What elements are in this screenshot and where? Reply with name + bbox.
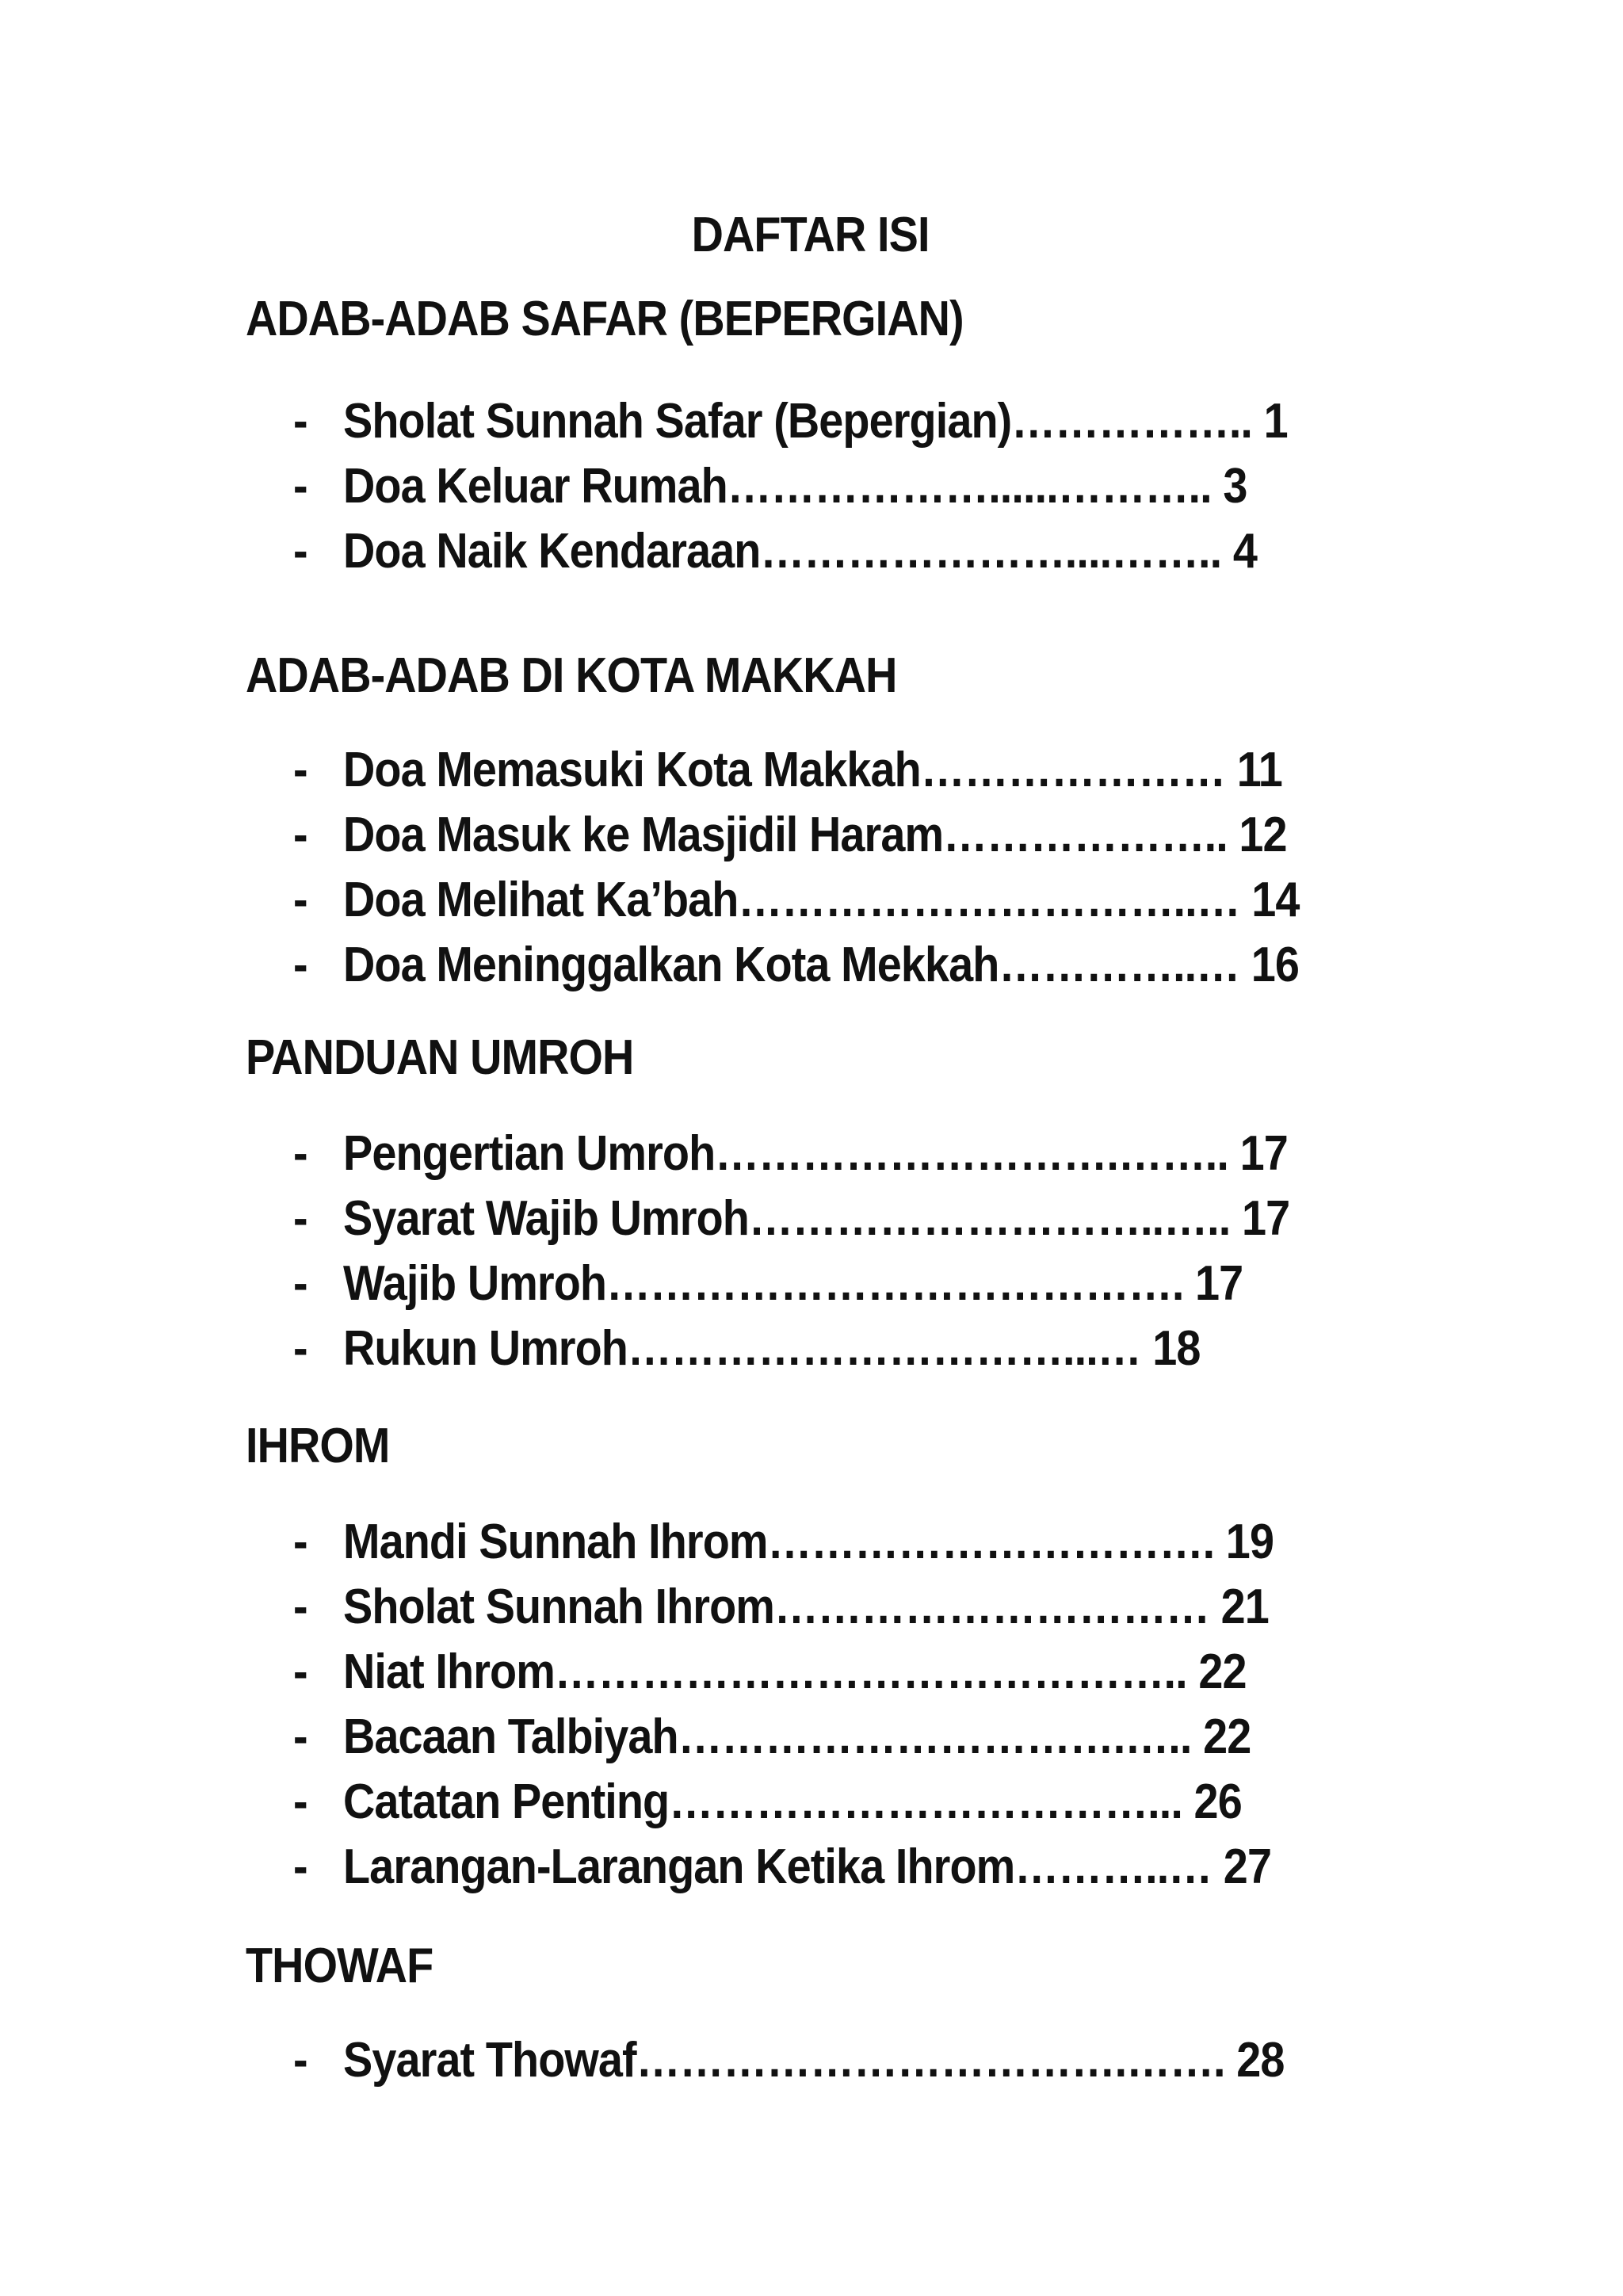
toc-entry-label: Pengertian Umroh — [343, 1126, 716, 1181]
toc-entry — [293, 739, 1282, 802]
toc-entry-label: Bacaan Talbiyah — [343, 1710, 678, 1764]
toc-entry-page: 17 — [1239, 1126, 1288, 1181]
toc-entry-leader: ………………………….….. — [678, 1710, 1204, 1764]
toc-entry-page: 12 — [1239, 808, 1287, 862]
toc-entry-leader: …………………………. — [767, 1515, 1226, 1569]
toc-entry-leader: ………………………..….. — [748, 1191, 1242, 1246]
toc-entry-label: Catatan Penting — [343, 1775, 670, 1829]
section-heading-adab-safar: ADAB-ADAB SAFAR (BEPERGIAN) — [246, 292, 964, 346]
toc-entry-label: Doa Meninggalkan Kota Mekkah — [343, 938, 999, 992]
toc-entry-page: 26 — [1193, 1775, 1242, 1829]
toc-entry-page: 3 — [1223, 459, 1247, 514]
toc-entry — [293, 869, 1299, 932]
toc-entry — [293, 1706, 1251, 1769]
toc-entry-dash: - — [293, 1321, 307, 1376]
toc-entry-dash: - — [293, 1839, 307, 1894]
section-heading-panduan-umroh: PANDUAN UMROH — [246, 1030, 634, 1085]
toc-entry-page: 28 — [1236, 2033, 1285, 2088]
toc-entry-dash: - — [293, 459, 307, 514]
toc-entry-dash: - — [293, 1580, 307, 1634]
toc-entry-leader: …………………………………….. — [554, 1645, 1199, 1699]
toc-entry-label: Doa Masuk ke Masjidil Haram — [343, 808, 944, 862]
toc-entry-leader: …………………………...… — [627, 1321, 1153, 1376]
toc-entry-leader: …………..… — [999, 938, 1251, 992]
toc-entry-leader: ………………......……….. — [727, 459, 1224, 514]
toc-entry-dash: - — [293, 524, 307, 579]
toc-entry-page: 16 — [1251, 938, 1300, 992]
toc-entry-page: 19 — [1225, 1515, 1274, 1569]
toc-entry — [293, 804, 1287, 867]
toc-entry — [293, 1836, 1271, 1899]
toc-entry-label: Doa Memasuki Kota Makkah — [343, 743, 921, 797]
section-heading-thowaf: THOWAF — [246, 1939, 433, 1993]
toc-entry-label: Niat Ihrom — [343, 1645, 555, 1699]
toc-entry-page: 21 — [1220, 1580, 1269, 1634]
toc-entry-dash: - — [293, 1515, 307, 1569]
toc-entry-dash: - — [293, 1645, 307, 1699]
toc-entry-label: Rukun Umroh — [343, 1321, 628, 1376]
toc-entry-page: 27 — [1223, 1839, 1272, 1894]
toc-entry — [293, 1317, 1201, 1381]
toc-entry-label: Doa Melihat Ka’bah — [343, 873, 739, 927]
toc-entry-dash: - — [293, 2033, 307, 2088]
toc-entry-leader: ……………………………... — [669, 1775, 1194, 1829]
section-heading-adab-makkah: ADAB-ADAB DI KOTA MAKKAH — [246, 648, 897, 703]
toc-entry-dash: - — [293, 808, 307, 862]
toc-entry-page: 17 — [1241, 1191, 1290, 1246]
toc-entry — [293, 455, 1247, 518]
toc-entry-label: Sholat Sunnah Safar (Bepergian) — [343, 394, 1012, 449]
toc-entry-page: 1 — [1263, 394, 1288, 449]
toc-entry — [293, 1252, 1243, 1316]
toc-entry — [293, 1576, 1269, 1639]
toc-entry-label: Doa Keluar Rumah — [343, 459, 727, 514]
toc-entry-leader: ………………………… — [774, 1580, 1221, 1634]
toc-entry — [293, 390, 1288, 453]
toc-entry-leader: …………………....…….. — [760, 524, 1233, 579]
toc-entry-dash: - — [293, 1126, 307, 1181]
toc-entry-page: 4 — [1232, 524, 1257, 579]
toc-entry-leader: …………………………..… — [738, 873, 1252, 927]
toc-entry-dash: - — [293, 1191, 307, 1246]
toc-entry — [293, 1511, 1274, 1574]
toc-entry-dash: - — [293, 1710, 307, 1764]
toc-entry — [293, 1187, 1289, 1251]
toc-entry — [293, 520, 1257, 583]
section-heading-ihrom: IHROM — [246, 1419, 390, 1473]
toc-entry-dash: - — [293, 1775, 307, 1829]
toc-entry-dash: - — [293, 394, 307, 449]
toc-entry-leader: ………..… — [1014, 1839, 1224, 1894]
toc-entry-leader: …………………………….……. — [636, 2033, 1237, 2088]
toc-entry-page: 14 — [1251, 873, 1300, 927]
toc-entry-dash: - — [293, 1256, 307, 1311]
toc-entry-leader: ………………… — [920, 743, 1237, 797]
toc-entry-leader: ……………………….…….. — [715, 1126, 1240, 1181]
toc-entry-label: Mandi Sunnah Ihrom — [343, 1515, 768, 1569]
toc-entry-label: Sholat Sunnah Ihrom — [343, 1580, 775, 1634]
toc-entry-page: 22 — [1198, 1645, 1247, 1699]
toc-entry-leader: …………………………………. — [606, 1256, 1196, 1311]
toc-entry — [293, 1771, 1242, 1834]
toc-entry-dash: - — [293, 873, 307, 927]
toc-entry-label: Doa Naik Kendaraan — [343, 524, 761, 579]
page-title: DAFTAR ISI — [691, 208, 930, 262]
toc-entry-label: Syarat Wajib Umroh — [343, 1191, 749, 1246]
toc-entry-label: Syarat Thowaf — [343, 2033, 636, 2088]
toc-entry-page: 17 — [1195, 1256, 1243, 1311]
toc-entry-leader: …………….. — [1011, 394, 1264, 449]
toc-entry-label: Larangan-Larangan Ketika Ihrom — [343, 1839, 1015, 1894]
toc-entry — [293, 1122, 1288, 1186]
toc-entry-dash: - — [293, 743, 307, 797]
toc-entry — [293, 1641, 1247, 1704]
toc-entry-dash: - — [293, 938, 307, 992]
toc-entry-leader: ……………….. — [943, 808, 1239, 862]
toc-entry — [293, 2029, 1284, 2092]
toc-entry-page: 22 — [1203, 1710, 1251, 1764]
toc-entry-label: Wajib Umroh — [343, 1256, 607, 1311]
toc-entry-page: 11 — [1236, 743, 1282, 797]
toc-entry — [293, 934, 1299, 997]
toc-entry-page: 18 — [1152, 1321, 1201, 1376]
